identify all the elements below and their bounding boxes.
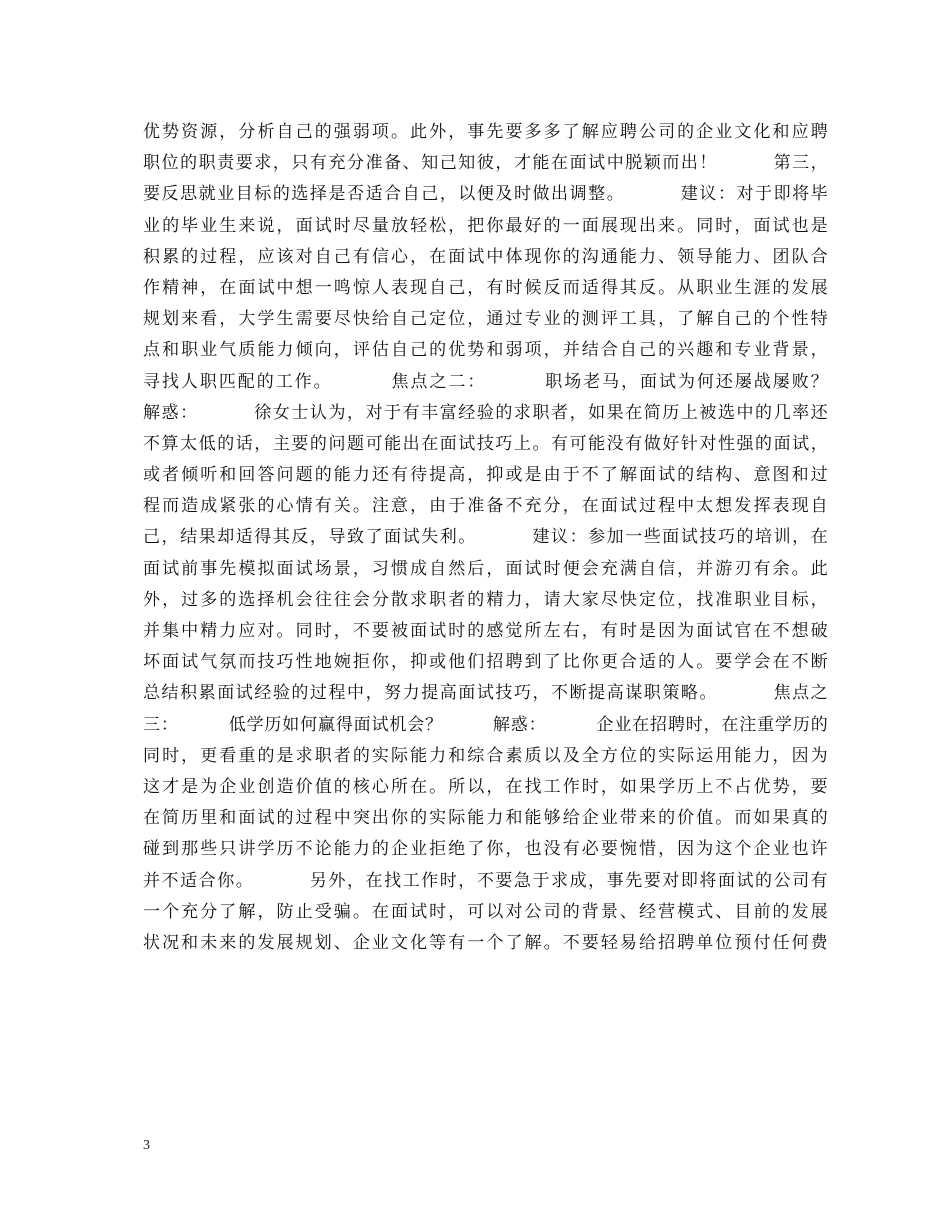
text-line: 寻找人职匹配的工作。 焦点之二： 职场老马，面试为何还屡战屡败？	[143, 371, 828, 392]
text-line: 要反思就业目标的选择是否适合自己，以便及时做出调整。 建议：对于即将毕	[143, 184, 828, 205]
text-line: 不算太低的话，主要的问题可能出在面试技巧上。有可能没有做好针对性强的面试，	[143, 433, 828, 454]
text-line: 外，过多的选择机会往往会分散求职者的精力，请大家尽快定位，找准职业目标，	[143, 589, 828, 610]
text-line: 业的毕业生来说，面试时尽量放轻松，把你最好的一面展现出来。同时，面试也是	[143, 215, 828, 236]
text-line: 同时，更看重的是求职者的实际能力和综合素质以及全方位的实际运用能力，因为	[143, 745, 828, 766]
text-line: 三： 低学历如何赢得面试机会？ 解惑： 企业在招聘时，在注重学历的	[143, 714, 828, 735]
text-line: 或者倾听和回答问题的能力还有待提高，抑或是由于不了解面试的结构、意图和过	[143, 465, 828, 486]
text-line: 并集中精力应对。同时，不要被面试时的感觉所左右，有时是因为面试官在不想破	[143, 621, 828, 641]
text-line: 总结积累面试经验的过程中，努力提高面试技巧，不断提高谋职策略。 焦点之	[143, 683, 828, 704]
text-line: 程而造成紧张的心情有关。注意，由于准备不充分，在面试过程中太想发挥表现自	[143, 496, 828, 517]
text-line: 在简历里和面试的过程中突出你的实际能力和能够给企业带来的价值。而如果真的	[143, 808, 828, 829]
body-text	[143, 117, 828, 959]
text-line: 规划来看，大学生需要尽快给自己定位，通过专业的测评工具，了解自己的个性特	[143, 309, 828, 330]
text-line: 优势资源，分析自己的强弱项。此外，事先要多多了解应聘公司的企业文化和应聘	[143, 122, 828, 142]
text-line: 积累的过程，应该对自己有信心，在面试中体现你的沟通能力、领导能力、团队合	[143, 246, 828, 267]
text-line: 面试前事先模拟面试场景，习惯成自然后，面试时便会充满自信，并游刃有余。此	[143, 558, 828, 579]
text-line: 一个充分了解，防止受骗。在面试时，可以对公司的背景、经营模式、目前的发展	[143, 901, 828, 922]
text-line: 坏面试气氛而技巧性地婉拒你，抑或他们招聘到了比你更合适的人。要学会在不断	[143, 652, 828, 673]
page-number: 3	[143, 1138, 150, 1153]
text-line: 碰到那些只讲学历不论能力的企业拒绝了你，也没有必要惋惜，因为这个企业也许	[143, 839, 828, 860]
text-line: 状况和未来的发展规划、企业文化等有一个了解。不要轻易给招聘单位预付任何费	[143, 932, 828, 953]
text-line: 点和职业气质能力倾向，评估自己的优势和弱项，并结合自己的兴趣和专业背景，	[143, 340, 828, 361]
text-line: 这才是为企业创造价值的核心所在。所以，在找工作时，如果学历上不占优势，要	[143, 776, 828, 797]
text-line: 职位的职责要求，只有充分准备、知己知彼，才能在面试中脱颖而出！ 第三，	[143, 153, 828, 174]
text-line: 解惑： 徐女士认为，对于有丰富经验的求职者，如果在简历上被选中的几率还	[143, 402, 828, 423]
text-line: 己，结果却适得其反，导致了面试失利。 建议：参加一些面试技巧的培训，在	[143, 527, 828, 548]
text-line: 并不适合你。 另外，在找工作时，不要急于求成，事先要对即将面试的公司有	[143, 870, 828, 891]
text-line: 作精神，在面试中想一鸣惊人表现自己，有时候反而适得其反。从职业生涯的发展	[143, 277, 828, 298]
